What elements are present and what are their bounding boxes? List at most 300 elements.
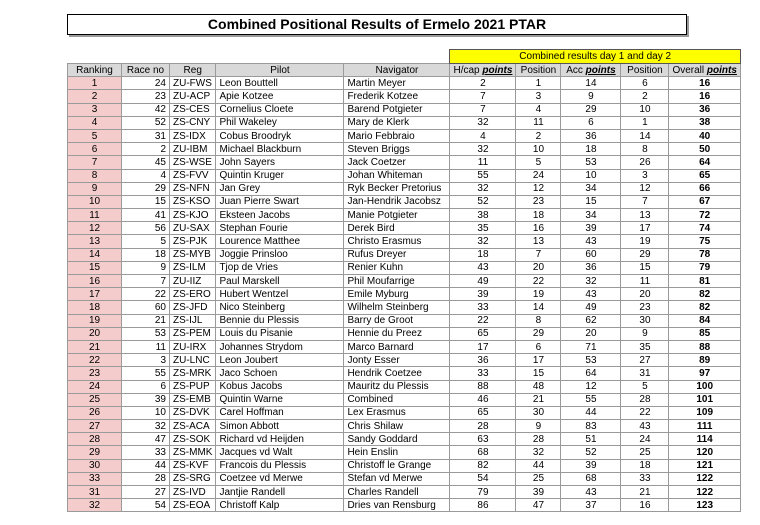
hcap-points-cell: 17 [450, 340, 516, 353]
reg-cell: ZU-FWS [170, 77, 216, 90]
group-header-row [68, 50, 741, 64]
position-1-cell: 20 [516, 261, 561, 274]
overall-points-cell: 101 [669, 393, 740, 406]
position-1-cell: 16 [516, 222, 561, 235]
position-2-cell: 12 [621, 182, 669, 195]
position-2-cell: 28 [621, 393, 669, 406]
navigator-cell: Christo Erasmus [344, 235, 450, 248]
col-ranking: Ranking [68, 64, 122, 77]
race-no-cell: 3 [122, 354, 170, 367]
position-1-cell: 22 [516, 275, 561, 288]
acc-points-cell: 44 [561, 406, 621, 419]
rank-cell: 9 [68, 182, 122, 195]
col-acc-label: Acc [566, 64, 583, 76]
navigator-cell: Renier Kuhn [344, 261, 450, 274]
col-overall-points: points [706, 64, 737, 76]
position-1-cell: 3 [516, 90, 561, 103]
hcap-points-cell: 63 [450, 433, 516, 446]
overall-points-cell: 89 [669, 354, 740, 367]
position-2-cell: 16 [621, 499, 669, 512]
reg-cell: ZS-EMB [170, 393, 216, 406]
position-1-cell: 29 [516, 327, 561, 340]
reg-cell: ZS-SOK [170, 433, 216, 446]
navigator-cell: Ryk Becker Pretorius [344, 182, 450, 195]
rank-cell: 27 [68, 420, 122, 433]
pilot-cell: Richard vd Heijden [216, 433, 344, 446]
reg-cell: ZS-CES [170, 103, 216, 116]
pilot-cell: Leon Joubert [216, 354, 344, 367]
rank-cell: 30 [68, 459, 122, 472]
acc-points-cell: 36 [561, 129, 621, 142]
pilot-cell: John Sayers [216, 156, 344, 169]
pilot-cell: Quintin Warne [216, 393, 344, 406]
hcap-points-cell: 32 [450, 116, 516, 129]
table-row [68, 182, 741, 195]
acc-points-cell: 20 [561, 327, 621, 340]
race-no-cell: 23 [122, 90, 170, 103]
position-1-cell: 8 [516, 314, 561, 327]
navigator-cell: Stefan vd Merwe [344, 472, 450, 485]
navigator-cell: Barry de Groot [344, 314, 450, 327]
table-row [68, 77, 741, 90]
hcap-points-cell: 33 [450, 367, 516, 380]
table-row [68, 420, 741, 433]
navigator-cell: Derek Bird [344, 222, 450, 235]
overall-points-cell: 78 [669, 248, 740, 261]
hcap-points-cell: 68 [450, 446, 516, 459]
pilot-cell: Carel Hoffman [216, 406, 344, 419]
hcap-points-cell: 49 [450, 275, 516, 288]
position-2-cell: 14 [621, 129, 669, 142]
acc-points-cell: 9 [561, 90, 621, 103]
pilot-cell: Lourence Matthee [216, 235, 344, 248]
position-1-cell: 32 [516, 446, 561, 459]
col-acc-points: points [585, 64, 616, 76]
navigator-cell: Combined [344, 393, 450, 406]
pilot-cell: Coetzee vd Merwe [216, 472, 344, 485]
acc-points-cell: 71 [561, 340, 621, 353]
position-2-cell: 2 [621, 90, 669, 103]
col-pilot: Pilot [216, 64, 344, 77]
reg-cell: ZS-IJL [170, 314, 216, 327]
reg-cell: ZS-NFN [170, 182, 216, 195]
overall-points-cell: 111 [669, 420, 740, 433]
navigator-cell: Phil Moufarrige [344, 275, 450, 288]
hcap-points-cell: 7 [450, 90, 516, 103]
overall-points-cell: 50 [669, 143, 740, 156]
position-2-cell: 17 [621, 222, 669, 235]
overall-points-cell: 82 [669, 288, 740, 301]
reg-cell: ZS-IVD [170, 486, 216, 499]
pilot-cell: Francois du Plessis [216, 459, 344, 472]
navigator-cell: Mario Febbraio [344, 129, 450, 142]
race-no-cell: 15 [122, 195, 170, 208]
overall-points-cell: 82 [669, 301, 740, 314]
rank-cell: 19 [68, 314, 122, 327]
reg-cell: ZS-DVK [170, 406, 216, 419]
table-row [68, 248, 741, 261]
reg-cell: ZS-KJO [170, 209, 216, 222]
position-1-cell: 11 [516, 116, 561, 129]
race-no-cell: 54 [122, 499, 170, 512]
position-2-cell: 1 [621, 116, 669, 129]
hcap-points-cell: 33 [450, 301, 516, 314]
navigator-cell: Johan Whiteman [344, 169, 450, 182]
hcap-points-cell: 28 [450, 420, 516, 433]
pilot-cell: Apie Kotzee [216, 90, 344, 103]
rank-cell: 16 [68, 275, 122, 288]
table-row [68, 354, 741, 367]
table-row [68, 340, 741, 353]
hcap-points-cell: 2 [450, 77, 516, 90]
reg-cell: ZS-MMK [170, 446, 216, 459]
pilot-cell: Cobus Broodryk [216, 129, 344, 142]
position-1-cell: 15 [516, 367, 561, 380]
reg-cell: ZU-ACP [170, 90, 216, 103]
reg-cell: ZS-KSO [170, 195, 216, 208]
position-1-cell: 10 [516, 143, 561, 156]
reg-cell: ZS-WSE [170, 156, 216, 169]
hcap-points-cell: 7 [450, 103, 516, 116]
navigator-cell: Steven Briggs [344, 143, 450, 156]
race-no-cell: 32 [122, 420, 170, 433]
rank-cell: 28 [68, 433, 122, 446]
acc-points-cell: 83 [561, 420, 621, 433]
rank-cell: 6 [68, 143, 122, 156]
navigator-cell: Marco Barnard [344, 340, 450, 353]
col-race-no: Race no [122, 64, 170, 77]
race-no-cell: 10 [122, 406, 170, 419]
pilot-cell: Kobus Jacobs [216, 380, 344, 393]
reg-cell: ZU-IIZ [170, 275, 216, 288]
race-no-cell: 18 [122, 248, 170, 261]
overall-points-cell: 16 [669, 77, 740, 90]
rank-cell: 4 [68, 116, 122, 129]
position-1-cell: 9 [516, 420, 561, 433]
reg-cell: ZU-IBM [170, 143, 216, 156]
reg-cell: ZU-IRX [170, 340, 216, 353]
overall-points-cell: 114 [669, 433, 740, 446]
navigator-cell: Wilhelm Steinberg [344, 301, 450, 314]
race-no-cell: 53 [122, 327, 170, 340]
table-row [68, 169, 741, 182]
rank-cell: 3 [68, 103, 122, 116]
hcap-points-cell: 35 [450, 222, 516, 235]
acc-points-cell: 39 [561, 459, 621, 472]
reg-cell: ZU-LNC [170, 354, 216, 367]
reg-cell: ZS-FVV [170, 169, 216, 182]
table-row [68, 393, 741, 406]
position-1-cell: 13 [516, 235, 561, 248]
pilot-cell: Paul Marskell [216, 275, 344, 288]
navigator-cell: Chris Shilaw [344, 420, 450, 433]
acc-points-cell: 36 [561, 261, 621, 274]
col-overall [669, 64, 740, 77]
rank-cell: 17 [68, 288, 122, 301]
col-position-1: Position [516, 64, 561, 77]
reg-cell: ZU-SAX [170, 222, 216, 235]
reg-cell: ZS-PUP [170, 380, 216, 393]
reg-cell: ZS-MRK [170, 367, 216, 380]
hcap-points-cell: 32 [450, 143, 516, 156]
position-1-cell: 18 [516, 209, 561, 222]
group-header: Combined results day 1 and day 2 [450, 50, 740, 64]
hcap-points-cell: 32 [450, 235, 516, 248]
table-row [68, 433, 741, 446]
rank-cell: 2 [68, 90, 122, 103]
hcap-points-cell: 79 [450, 486, 516, 499]
race-no-cell: 4 [122, 169, 170, 182]
position-1-cell: 2 [516, 129, 561, 142]
position-2-cell: 3 [621, 169, 669, 182]
table-row [68, 275, 741, 288]
position-1-cell: 28 [516, 433, 561, 446]
hcap-points-cell: 43 [450, 261, 516, 274]
overall-points-cell: 100 [669, 380, 740, 393]
race-no-cell: 28 [122, 472, 170, 485]
position-2-cell: 29 [621, 248, 669, 261]
table-row [68, 367, 741, 380]
acc-points-cell: 15 [561, 195, 621, 208]
race-no-cell: 7 [122, 275, 170, 288]
acc-points-cell: 68 [561, 472, 621, 485]
col-overall-label: Overall [672, 64, 705, 76]
position-1-cell: 6 [516, 340, 561, 353]
reg-cell: ZS-PJK [170, 235, 216, 248]
navigator-cell: Sandy Goddard [344, 433, 450, 446]
rank-cell: 24 [68, 380, 122, 393]
race-no-cell: 27 [122, 486, 170, 499]
rank-cell: 8 [68, 169, 122, 182]
rank-cell: 7 [68, 156, 122, 169]
rank-cell: 10 [68, 195, 122, 208]
position-2-cell: 5 [621, 380, 669, 393]
rank-cell: 25 [68, 393, 122, 406]
position-2-cell: 19 [621, 235, 669, 248]
position-2-cell: 23 [621, 301, 669, 314]
acc-points-cell: 6 [561, 116, 621, 129]
position-2-cell: 24 [621, 433, 669, 446]
position-1-cell: 23 [516, 195, 561, 208]
position-2-cell: 30 [621, 314, 669, 327]
race-no-cell: 5 [122, 235, 170, 248]
overall-points-cell: 121 [669, 459, 740, 472]
table-row [68, 129, 741, 142]
table-row [68, 472, 741, 485]
col-hcap-points: points [482, 64, 513, 76]
position-2-cell: 33 [621, 472, 669, 485]
overall-points-cell: 75 [669, 235, 740, 248]
pilot-cell: Louis du Pisanie [216, 327, 344, 340]
position-1-cell: 24 [516, 169, 561, 182]
rank-cell: 5 [68, 129, 122, 142]
position-1-cell: 19 [516, 288, 561, 301]
pilot-cell: Simon Abbott [216, 420, 344, 433]
position-2-cell: 35 [621, 340, 669, 353]
table-row [68, 406, 741, 419]
pilot-cell: Tjop de Vries [216, 261, 344, 274]
position-2-cell: 43 [621, 420, 669, 433]
race-no-cell: 33 [122, 446, 170, 459]
reg-cell: ZS-SRG [170, 472, 216, 485]
navigator-cell: Dries van Rensburg [344, 499, 450, 512]
table-row [68, 314, 741, 327]
hcap-points-cell: 88 [450, 380, 516, 393]
pilot-cell: Jacques vd Walt [216, 446, 344, 459]
acc-points-cell: 51 [561, 433, 621, 446]
table-row [68, 301, 741, 314]
overall-points-cell: 122 [669, 486, 740, 499]
navigator-cell: Manie Potgieter [344, 209, 450, 222]
rank-cell: 32 [68, 499, 122, 512]
reg-cell: ZS-JFD [170, 301, 216, 314]
rank-cell: 1 [68, 77, 122, 90]
overall-points-cell: 120 [669, 446, 740, 459]
position-1-cell: 17 [516, 354, 561, 367]
navigator-cell: Mauritz du Plessis [344, 380, 450, 393]
acc-points-cell: 14 [561, 77, 621, 90]
pilot-cell: Stephan Fourie [216, 222, 344, 235]
hcap-points-cell: 54 [450, 472, 516, 485]
pilot-cell: Jantjie Randell [216, 486, 344, 499]
position-2-cell: 31 [621, 367, 669, 380]
table-row [68, 235, 741, 248]
rank-cell: 20 [68, 327, 122, 340]
navigator-cell: Christoff le Grange [344, 459, 450, 472]
acc-points-cell: 53 [561, 156, 621, 169]
navigator-cell: Hein Enslin [344, 446, 450, 459]
acc-points-cell: 37 [561, 499, 621, 512]
reg-cell: ZS-CNY [170, 116, 216, 129]
navigator-cell: Hendrik Coetzee [344, 367, 450, 380]
navigator-cell: Emile Myburg [344, 288, 450, 301]
reg-cell: ZS-ERO [170, 288, 216, 301]
navigator-cell: Mary de Klerk [344, 116, 450, 129]
navigator-cell: Martin Meyer [344, 77, 450, 90]
navigator-cell: Jack Coetzer [344, 156, 450, 169]
acc-points-cell: 53 [561, 354, 621, 367]
hcap-points-cell: 38 [450, 209, 516, 222]
reg-cell: ZS-EOA [170, 499, 216, 512]
reg-cell: ZS-ILM [170, 261, 216, 274]
race-no-cell: 42 [122, 103, 170, 116]
navigator-cell: Jan-Hendrik Jacobsz [344, 195, 450, 208]
position-1-cell: 12 [516, 182, 561, 195]
reg-cell: ZS-IDX [170, 129, 216, 142]
acc-points-cell: 10 [561, 169, 621, 182]
position-2-cell: 9 [621, 327, 669, 340]
col-hcap-label: H/cap [453, 64, 480, 76]
overall-points-cell: 122 [669, 472, 740, 485]
rank-cell: 15 [68, 261, 122, 274]
pilot-cell: Christoff Kalp [216, 499, 344, 512]
position-1-cell: 5 [516, 156, 561, 169]
position-2-cell: 20 [621, 288, 669, 301]
overall-points-cell: 40 [669, 129, 740, 142]
navigator-cell: Lex Erasmus [344, 406, 450, 419]
race-no-cell: 6 [122, 380, 170, 393]
race-no-cell: 21 [122, 314, 170, 327]
race-no-cell: 9 [122, 261, 170, 274]
pilot-cell: Hubert Wentzel [216, 288, 344, 301]
acc-points-cell: 32 [561, 275, 621, 288]
pilot-cell: Phil Wakeley [216, 116, 344, 129]
position-1-cell: 4 [516, 103, 561, 116]
rank-cell: 11 [68, 209, 122, 222]
pilot-cell: Cornelius Cloete [216, 103, 344, 116]
pilot-cell: Eksteen Jacobs [216, 209, 344, 222]
position-1-cell: 39 [516, 486, 561, 499]
position-2-cell: 25 [621, 446, 669, 459]
hcap-points-cell: 4 [450, 129, 516, 142]
race-no-cell: 56 [122, 222, 170, 235]
pilot-cell: Bennie du Plessis [216, 314, 344, 327]
pilot-cell: Quintin Kruger [216, 169, 344, 182]
rank-cell: 23 [68, 367, 122, 380]
navigator-cell: Barend Potgieter [344, 103, 450, 116]
position-2-cell: 7 [621, 195, 669, 208]
col-reg: Reg [170, 64, 216, 77]
pilot-cell: Leon Bouttell [216, 77, 344, 90]
acc-points-cell: 43 [561, 288, 621, 301]
navigator-cell: Hennie du Preez [344, 327, 450, 340]
hcap-points-cell: 39 [450, 288, 516, 301]
hcap-points-cell: 52 [450, 195, 516, 208]
position-2-cell: 18 [621, 459, 669, 472]
rank-cell: 18 [68, 301, 122, 314]
acc-points-cell: 12 [561, 380, 621, 393]
position-2-cell: 10 [621, 103, 669, 116]
hcap-points-cell: 65 [450, 327, 516, 340]
navigator-cell: Frederik Kotzee [344, 90, 450, 103]
hcap-points-cell: 32 [450, 182, 516, 195]
overall-points-cell: 123 [669, 499, 740, 512]
table-row [68, 116, 741, 129]
table-row [68, 261, 741, 274]
position-1-cell: 30 [516, 406, 561, 419]
rank-cell: 29 [68, 446, 122, 459]
race-no-cell: 29 [122, 182, 170, 195]
rank-cell: 31 [68, 486, 122, 499]
overall-points-cell: 67 [669, 195, 740, 208]
table-row [68, 380, 741, 393]
position-2-cell: 8 [621, 143, 669, 156]
overall-points-cell: 16 [669, 90, 740, 103]
acc-points-cell: 43 [561, 235, 621, 248]
position-2-cell: 11 [621, 275, 669, 288]
position-1-cell: 7 [516, 248, 561, 261]
overall-points-cell: 97 [669, 367, 740, 380]
acc-points-cell: 52 [561, 446, 621, 459]
position-2-cell: 21 [621, 486, 669, 499]
navigator-cell: Charles Randell [344, 486, 450, 499]
race-no-cell: 52 [122, 116, 170, 129]
hcap-points-cell: 22 [450, 314, 516, 327]
table-row [68, 90, 741, 103]
acc-points-cell: 60 [561, 248, 621, 261]
position-2-cell: 6 [621, 77, 669, 90]
hcap-points-cell: 55 [450, 169, 516, 182]
acc-points-cell: 39 [561, 222, 621, 235]
rank-cell: 21 [68, 340, 122, 353]
overall-points-cell: 88 [669, 340, 740, 353]
table-row [68, 327, 741, 340]
race-no-cell: 44 [122, 459, 170, 472]
col-acc [561, 64, 621, 77]
overall-points-cell: 36 [669, 103, 740, 116]
race-no-cell: 39 [122, 393, 170, 406]
overall-points-cell: 85 [669, 327, 740, 340]
